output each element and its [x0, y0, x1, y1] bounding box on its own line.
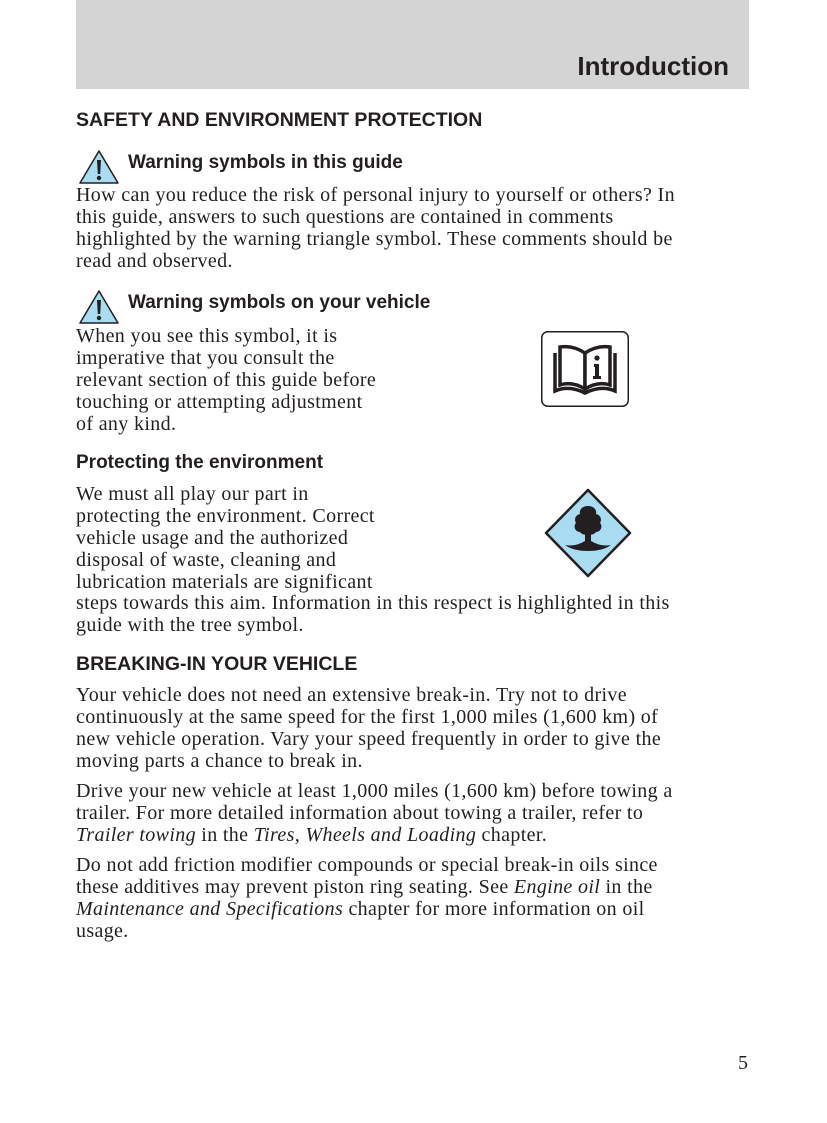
text-line: guide with the tree symbol.: [76, 614, 304, 637]
reference-trailer-towing: Trailer towing: [76, 823, 196, 846]
text-line: We must all play our part in: [76, 483, 309, 505]
text-line: How can you reduce the risk of personal injury to yourself or others? In: [76, 184, 675, 206]
text-line: read and observed.: [76, 249, 233, 272]
reference-chapter-maintenance: Maintenance and Specifications: [76, 897, 344, 920]
text-line: touching or attempting adjustment: [76, 390, 363, 413]
text-line: Drive your new vehicle at least 1,000 miles (1,600 km) before towing a: [76, 780, 673, 802]
section-heading-breaking-in: BREAKING-IN YOUR VEHICLE: [76, 653, 358, 675]
tree-environment-icon: [544, 488, 632, 578]
reference-chapter-tires: Tires, Wheels and Loading: [253, 823, 477, 846]
subheading-environment: Protecting the environment: [76, 452, 324, 473]
text-line: steps towards this aim. Information in this respect is highlighted in this: [76, 592, 670, 615]
text-line: [76, 825, 673, 847]
text-line: When you see this symbol, it is: [76, 325, 338, 347]
section-heading-safety: SAFETY AND ENVIRONMENT PROTECTION: [76, 109, 483, 131]
text-line: lubrication materials are significant: [76, 570, 373, 593]
text-line: Do not add friction modifier compounds or special break-in oils since: [76, 854, 658, 876]
paragraph-break-in: [76, 685, 661, 773]
text-segment: in the: [195, 823, 254, 846]
text-line: protecting the environment. Correct: [76, 504, 375, 527]
text-line: moving parts a chance to break in.: [76, 749, 363, 772]
text-segment: chapter for more information on oil: [343, 897, 645, 920]
subheading-warning-guide: Warning symbols in this guide: [128, 152, 403, 173]
text-segment: chapter.: [476, 823, 548, 846]
text-line: imperative that you consult the: [76, 346, 335, 369]
text-line: disposal of waste, cleaning and: [76, 548, 337, 571]
paragraph-warning-vehicle: [76, 326, 376, 435]
text-line: Your vehicle does not need an extensive break-in. Try not to drive: [76, 684, 627, 706]
warning-triangle-icon: [78, 289, 120, 325]
paragraph-warning-guide: [76, 185, 675, 273]
text-line: [76, 899, 658, 921]
header-bar: [76, 0, 749, 89]
chapter-title: Introduction: [577, 51, 729, 81]
text-line: highlighted by the warning triangle symbol. These comments should be: [76, 227, 673, 250]
page-number: 5: [738, 1052, 748, 1074]
warning-triangle-icon: [78, 149, 120, 185]
text-segment: in the: [600, 875, 653, 898]
text-line: new vehicle operation. Vary your speed frequently in order to give the: [76, 727, 662, 750]
text-line: this guide, answers to such questions are contained in comments: [76, 205, 614, 228]
paragraph-oils: [76, 855, 658, 943]
paragraph-towing: [76, 781, 673, 847]
text-line: relevant section of this guide before: [76, 368, 377, 391]
subheading-warning-vehicle: Warning symbols on your vehicle: [128, 292, 431, 313]
text-line: continuously at the same speed for the first 1,000 miles (1,600 km) of: [76, 705, 659, 728]
text-line: vehicle usage and the authorized: [76, 526, 349, 549]
text-line: usage.: [76, 919, 129, 942]
text-line: of any kind.: [76, 412, 177, 435]
text-line: [76, 877, 658, 899]
text-segment: these additives may prevent piston ring seating. See: [76, 875, 514, 898]
owner-guide-icon: [541, 331, 629, 407]
reference-engine-oil: Engine oil: [513, 875, 601, 898]
text-line: trailer. For more detailed information about towing a trailer, refer to: [76, 801, 644, 824]
